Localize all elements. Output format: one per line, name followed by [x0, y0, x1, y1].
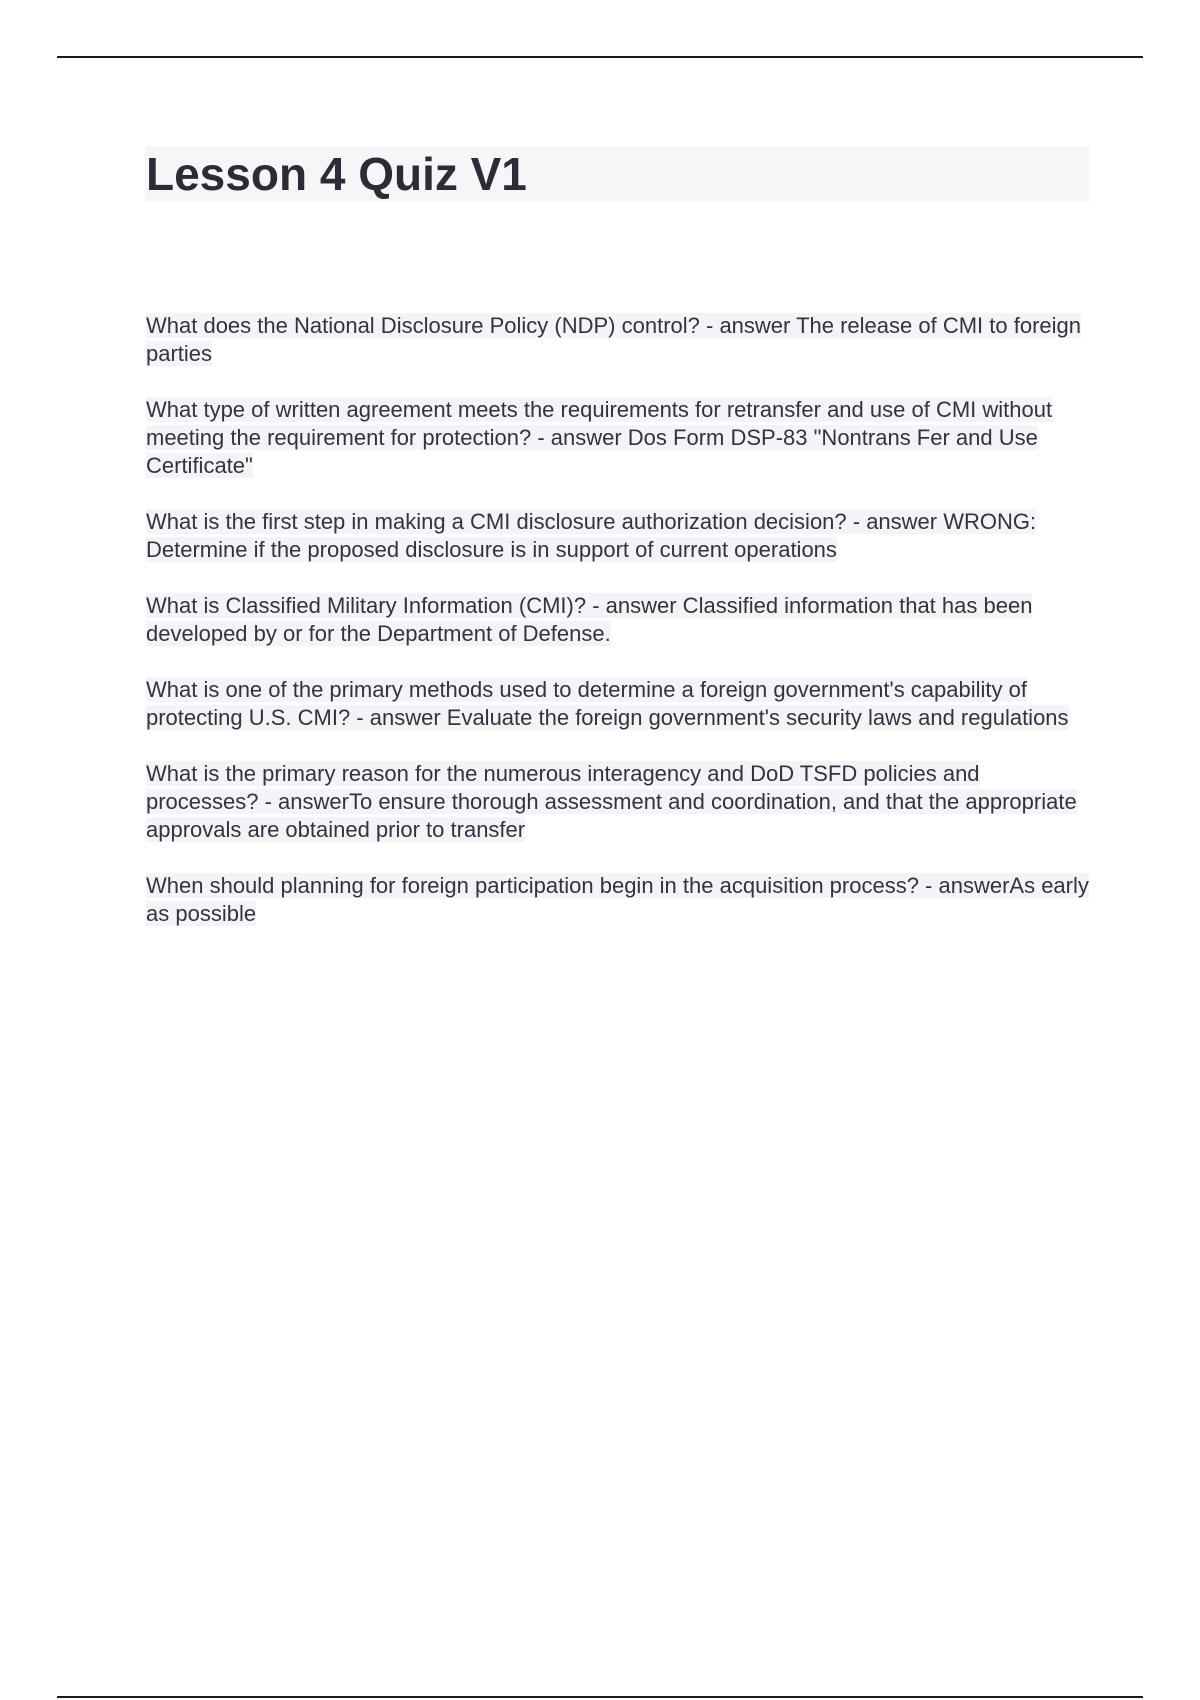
qa-item-text: What type of written agreement meets the requirements for retransfer and use of CMI without meeting the requirement for protection? - answer Dos Form DSP-83 "Nontrans Fer and Use Certificate" [146, 397, 1053, 478]
qa-item-text: What is the primary reason for the numerous interagency and DoD TSFD policies and processes? - answerTo ensure thorough assessment and coordination, and that the appropriate approvals are obtained prior to transfer [146, 761, 1077, 842]
qa-item-7 [146, 872, 1096, 928]
bottom-rule [57, 1696, 1143, 1698]
qa-item-5 [146, 676, 1096, 732]
qa-list [146, 312, 1096, 956]
qa-item-text: What is the first step in making a CMI disclosure authorization decision? - answer WRONG: Determine if the proposed disclosure is in support of current operations [146, 509, 1037, 562]
top-rule [57, 56, 1143, 58]
qa-item-3 [146, 508, 1096, 564]
qa-item-text: When should planning for foreign participation begin in the acquisition process? - answerAs early as possible [146, 873, 1089, 926]
qa-item-1 [146, 312, 1096, 368]
qa-item-4 [146, 592, 1096, 648]
qa-item-text: What does the National Disclosure Policy (NDP) control? - answer The release of CMI to foreign parties [146, 313, 1081, 366]
qa-item-text: What is Classified Military Information (CMI)? - answer Classified information that has been developed by or for the Department of Defense. [146, 593, 1033, 646]
qa-item-text: What is one of the primary methods used to determine a foreign government's capability of protecting U.S. CMI? - answer Evaluate the foreign government's security laws and regulations [146, 677, 1069, 730]
qa-item-2 [146, 396, 1096, 480]
page-title: Lesson 4 Quiz V1 [146, 148, 527, 200]
qa-item-6 [146, 760, 1096, 844]
